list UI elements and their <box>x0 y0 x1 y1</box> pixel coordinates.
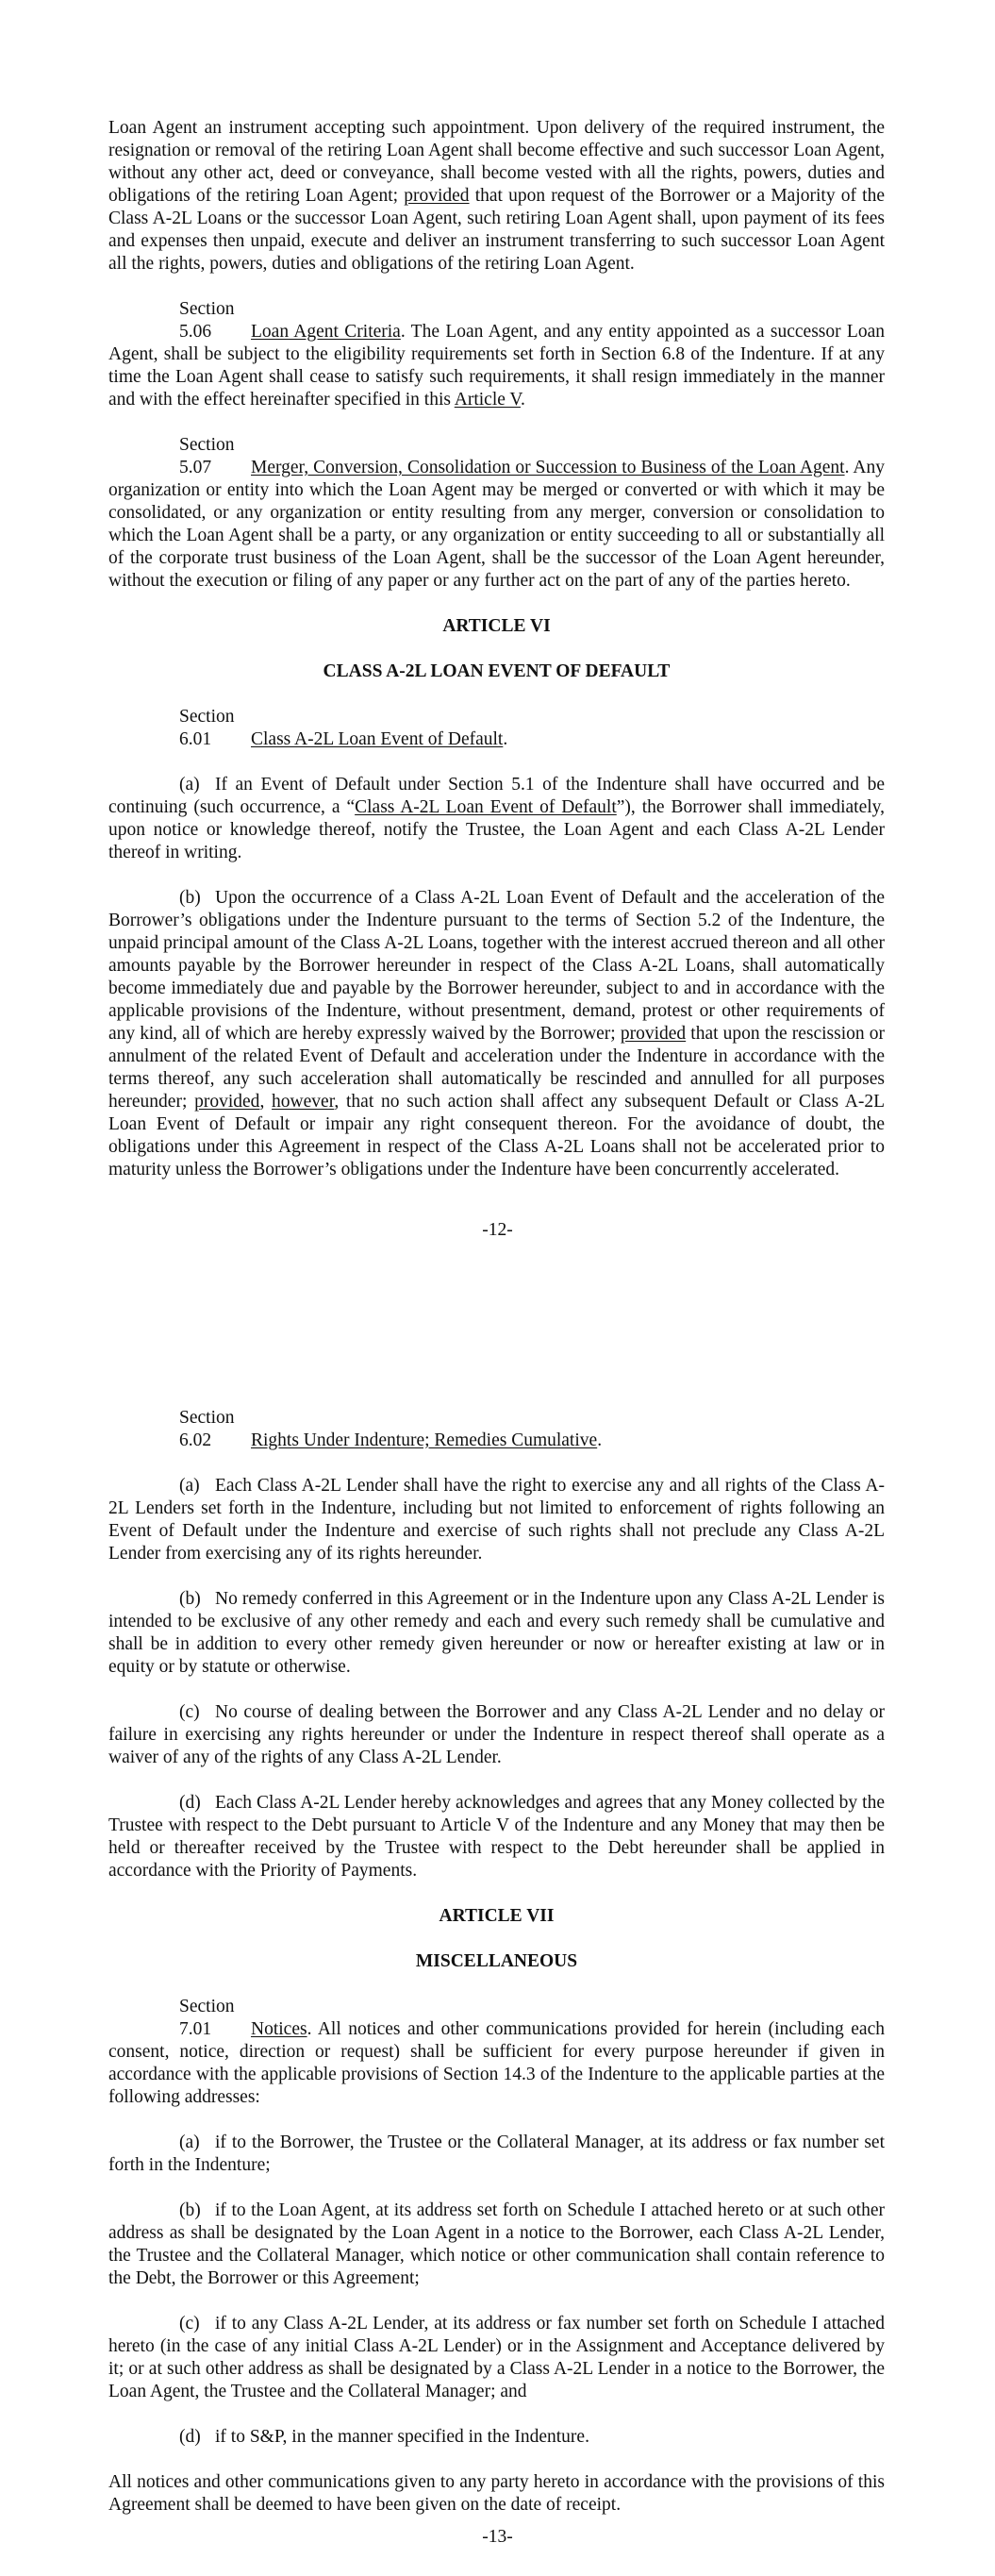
text-run: MISCELLANEOUS <box>415 1951 578 1971</box>
text-run: . The Loan Agent, and any entity appointed as a successor Loan Agent, shall be subject to the eligibility requirements set forth in Section 6.8 of the Indenture. If at any time the Loan Agent shall cease to satisfy such requirements, it shall resign immediately in the manner and with the effect hereinafter specified in this <box>108 322 885 410</box>
clause-label: (b) <box>179 2200 201 2220</box>
text-run: Each Class A-2L Lender hereby acknowledges and agrees that any Money collected by the Trustee with respect to the Debt pursuant to Article V of the Indenture and any Money that may then be held or thereafter received by the Trustee with respect to the Debt hereunder shall be applied in accordance with the Priority of Payments. <box>108 1793 885 1881</box>
underlined-term: Merger, Conversion, Consolidation or Succession to Business of the Loan Agent <box>251 458 845 477</box>
section-number: Section 5.06 <box>179 299 235 342</box>
page-number: -12- <box>482 1220 513 1240</box>
clause-paragraph <box>108 1792 885 1882</box>
clause-paragraph <box>108 2200 885 2290</box>
text-run: ARTICLE VI <box>442 616 551 636</box>
text-run: if to any Class A-2L Lender, at its address or fax number set forth on Schedule I attached hereto (in the case of any initial Class A-2L Lender) or in the Assignment and Acceptance delivered by it; or at such other address as shall be designated by a Class A-2L Lender in a notice to the Borrower, the Loan Agent, the Trustee and the Collateral Manager; and <box>108 2314 885 2401</box>
article-heading <box>108 661 885 683</box>
text-run: All notices and other communications given to any party hereto in accordance with the provisions of this Agreement shall be deemed to have been given on the date of receipt. <box>108 2472 885 2515</box>
underlined-term: provided <box>404 186 470 206</box>
text-run: . Any organization or entity into which the Loan Agent may be merged or converted or with which it may be consolidated, or any organization or entity resulting from any merger, conversion or consolidation to which the Loan Agent shall be a party, or any organization or entity succeeding to all or substantially all of the corporate trust business of the Loan Agent, shall be the successor of the Loan Agent hereunder, without the execution or filing of any paper or any further act on the part of any of the parties hereto. <box>108 458 885 591</box>
clause-label: (c) <box>179 1702 200 1722</box>
clause-label: (a) <box>179 1476 200 1496</box>
section-number: Section 7.01 <box>179 1997 235 2039</box>
section-number: Section 6.01 <box>179 707 235 749</box>
text-run: if to the Loan Agent, at its address set forth on Schedule I attached hereto or at such other address as shall be designated by the Loan Agent in a notice to the Borrower, each Class A-2L Lender, the Trustee and the Collateral Manager, which notice or other communication shall contain reference to the Debt, the Borrower or this Agreement; <box>108 2200 885 2288</box>
text-run: that upon request of the Borrower or a Majority of the Class A-2L Loans or the successor Loan Agent, such retiring Loan Agent shall, upon payment of its fees and expenses then unpaid, execute and deliver an instrument transferring to such successor Loan Agent all the rights, powers, duties and obligations of the retiring Loan Agent. <box>108 186 885 274</box>
page-content <box>108 117 885 1204</box>
article-heading <box>108 1950 885 1973</box>
section-paragraph <box>108 1996 885 2109</box>
section-paragraph <box>108 706 885 751</box>
section-paragraph <box>108 298 885 411</box>
text-run: ”), the Borrower shall immediately, upon notice or knowledge thereof, notify the Trustee, the Loan Agent and each Class A-2L Lender thereof in writing. <box>108 797 886 862</box>
text-run: ARTICLE VII <box>439 1906 555 1926</box>
page-content <box>108 1407 885 2539</box>
clause-label: (c) <box>179 2314 200 2333</box>
clause-paragraph <box>108 1588 885 1679</box>
underlined-term: Class A-2L Loan Event of Default <box>251 729 504 749</box>
text-run: Each Class A-2L Lender shall have the right to exercise any and all rights of the Class A-2L Lenders set forth in the Indenture, including but not limited to enforcement of rights following an Event of Default under the Indenture and exercise of such rights shall not preclude any Class A-2L Lender from exercising any of its rights hereunder. <box>108 1476 885 1564</box>
text-run: No remedy conferred in this Agreement or in the Indenture upon any Class A-2L Lender is intended to be exclusive of any other remedy and each and every such remedy shall be cumulative and shall be in addition to every other remedy given hereunder or now or hereafter existing at law or in equity or by statute or otherwise. <box>108 1589 885 1677</box>
clause-paragraph <box>108 1475 885 1565</box>
clause-paragraph <box>108 2426 885 2449</box>
underlined-term: provided <box>620 1024 687 1044</box>
underlined-term: Rights Under Indenture; Remedies Cumulative <box>251 1430 598 1450</box>
article-heading <box>108 615 885 638</box>
clause-paragraph <box>108 2132 885 2177</box>
text-run: . <box>597 1430 603 1450</box>
underlined-term: Loan Agent Criteria <box>251 322 401 342</box>
body-paragraph <box>108 117 885 276</box>
text-run: Loan Agent an instrument accepting such appointment. Upon delivery of the required instrument, the resignation or removal of the retiring Loan Agent shall become effective and such successor Loan Agent, without any other act, deed or conveyance, shall become vested with all the rights, powers, duties and obligations of the retiring Loan Agent; <box>108 118 885 206</box>
clause-label: (d) <box>179 1793 201 1813</box>
underlined-term: however <box>272 1092 335 1112</box>
page-13 <box>0 1302 995 2576</box>
section-paragraph <box>108 1407 885 1452</box>
text-run: if to the Borrower, the Trustee or the Collateral Manager, at its address or fax number set forth in the Indenture; <box>108 2133 885 2175</box>
section-number: Section 5.07 <box>179 435 235 477</box>
text-run: that upon the rescission or annulment of the related Event of Default and acceleration under the Indenture in accordance with the terms thereof, any such acceleration shall automatically be rescinded and annulled for all purposes hereunder; <box>108 1024 885 1112</box>
clause-paragraph <box>108 774 885 864</box>
clause-label: (a) <box>179 775 200 795</box>
section-paragraph <box>108 434 885 593</box>
text-run: No course of dealing between the Borrower and any Class A-2L Lender and no delay or failure in exercising any rights hereunder or under the Indenture in respect thereof shall operate as a waiver of any of the rights of any Class A-2L Lender. <box>108 1702 885 1767</box>
clause-label: (a) <box>179 2133 200 2152</box>
clause-label: (b) <box>179 888 201 908</box>
clause-label: (b) <box>179 1589 201 1609</box>
text-run: If an Event of Default under Section 5.1 of the Indenture shall have occurred and be continuing (such occurrence, a “ <box>108 775 885 817</box>
text-run: , <box>259 1092 273 1112</box>
text-run: , that no such action shall affect any subsequent Default or Class A-2L Loan Event of Default or impair any right consequent thereon. For the avoidance of doubt, the obligations under this Agreement in respect of the Class A-2L Loans shall not be accelerated prior to maturity unless the Borrower’s obligations under the Indenture have been concurrently accelerated. <box>108 1092 885 1179</box>
text-run: . <box>520 390 525 410</box>
underlined-term: Notices <box>251 2019 307 2039</box>
clause-paragraph <box>108 2313 885 2403</box>
text-run: Upon the occurrence of a Class A-2L Loan Event of Default and the acceleration of the Borrower’s obligations under the Indenture pursuant to the terms of Section 5.2 of the Indenture, the unpaid principal amount of the Class A-2L Loans, together with the interest accrued thereon and all other amounts payable by the Borrower hereunder in respect of the Class A-2L Loans, shall automatically become immediately due and payable by the Borrower hereunder, subject to and in accordance with the applicable provisions of the Indenture, without presentment, demand, protest or other requirements of any kind, all of which are hereby expressly waived by the Borrower; <box>108 888 885 1044</box>
article-heading <box>108 1905 885 1928</box>
underlined-term: Class A-2L Loan Event of Default <box>355 797 617 817</box>
text-run: if to S&P, in the manner specified in the Indenture. <box>215 2427 589 2447</box>
clause-paragraph <box>108 1701 885 1769</box>
text-run: . All notices and other communications provided for herein (including each consent, notice, direction or request) shall be sufficient for every purpose hereunder if given in accordance with the applicable provisions of Section 14.3 of the Indenture to the applicable parties at the following addresses: <box>108 2019 885 2107</box>
text-run: . <box>503 729 508 749</box>
clause-label: (d) <box>179 2427 201 2447</box>
page-number: -13- <box>482 2527 513 2547</box>
section-number: Section 6.02 <box>179 1408 235 1450</box>
clause-paragraph <box>108 887 885 1181</box>
body-paragraph <box>108 2471 885 2517</box>
underlined-term: provided <box>194 1092 260 1112</box>
text-run: CLASS A-2L LOAN EVENT OF DEFAULT <box>323 661 671 681</box>
underlined-term: Article V <box>454 390 521 410</box>
